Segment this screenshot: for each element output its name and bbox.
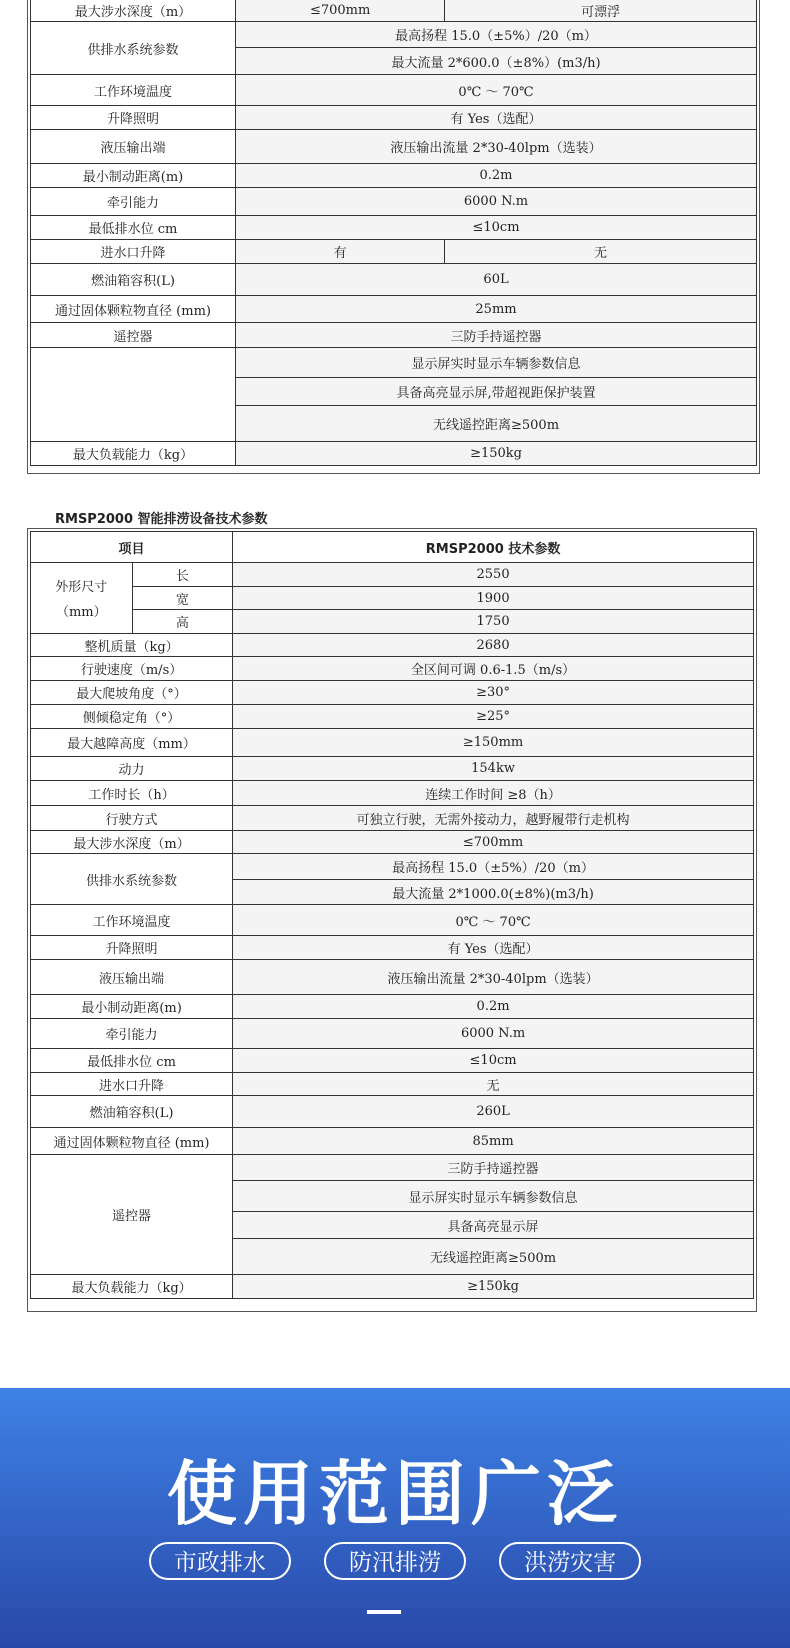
row-label: 升降照明 xyxy=(31,936,233,960)
row-value: ≥150kg xyxy=(233,1275,754,1299)
row-value: 0℃ ～ 70℃ xyxy=(233,905,754,936)
row-value: ≤700mm xyxy=(233,831,754,854)
row-label: 最大负载能力（kg） xyxy=(31,442,236,466)
row-label: 供排水系统参数 xyxy=(31,854,233,905)
row-value: 有 Yes（选配） xyxy=(233,936,754,960)
table-row xyxy=(31,323,757,348)
header-item: 项目 xyxy=(31,532,233,563)
row-value: 6000 N.m xyxy=(233,1019,754,1049)
row-value: 最高扬程 15.0（±5%）/20（m） xyxy=(233,854,754,880)
row-label: 遥控器 xyxy=(31,323,236,348)
row-label: 进水口升降 xyxy=(31,240,236,264)
usage-banner xyxy=(0,1388,790,1648)
table-row xyxy=(31,216,757,240)
row-label: 液压输出端 xyxy=(31,130,236,164)
divider-dash xyxy=(367,1610,401,1614)
table-row xyxy=(31,995,754,1019)
row-label: 遥控器 xyxy=(31,1155,233,1275)
row-value: 260L xyxy=(233,1096,754,1128)
row-value: 连续工作时间 ≥8（h） xyxy=(233,781,754,806)
table-row xyxy=(31,831,754,854)
table-row xyxy=(31,705,754,729)
row-label: 最低排水位 cm xyxy=(31,1049,233,1073)
row-value: 0℃ ～ 70℃ xyxy=(236,75,757,106)
dims-label xyxy=(31,563,133,634)
table-row xyxy=(31,960,754,995)
table-row xyxy=(31,240,757,264)
usage-tag: 市政排水 xyxy=(149,1542,291,1580)
row-value: 三防手持遥控器 xyxy=(233,1155,754,1181)
spec-table-1-frame xyxy=(27,0,760,474)
row-value: 无 xyxy=(445,240,757,264)
table-row xyxy=(31,130,757,164)
table-row xyxy=(31,22,757,48)
dims-unit: （mm） xyxy=(55,605,107,620)
row-label: 牵引能力 xyxy=(31,188,236,216)
table-row xyxy=(31,757,754,781)
table-row xyxy=(31,781,754,806)
usage-tag: 防汛排涝 xyxy=(324,1542,466,1580)
table-row xyxy=(31,348,757,378)
row-value: ≥25° xyxy=(233,705,754,729)
row-label: 工作环境温度 xyxy=(31,75,236,106)
table-row xyxy=(31,106,757,130)
row-value: 最大流量 2*600.0（±8%）(m3/h) xyxy=(236,48,757,75)
row-label: 工作环境温度 xyxy=(31,905,233,936)
table-row xyxy=(31,1096,754,1128)
row-label: 进水口升降 xyxy=(31,1073,233,1096)
table-row xyxy=(31,634,754,657)
row-label: 动力 xyxy=(31,757,233,781)
table-row xyxy=(31,264,757,296)
table-header-row xyxy=(31,532,754,563)
row-value: 液压输出流量 2*30-40lpm（选装） xyxy=(233,960,754,995)
row-label: 牵引能力 xyxy=(31,1019,233,1049)
table-row xyxy=(31,1155,754,1181)
table-row xyxy=(31,1073,754,1096)
row-value: 无线遥控距离≥500m xyxy=(233,1239,754,1275)
row-value: 2680 xyxy=(233,634,754,657)
row-value: 显示屏实时显示车辆参数信息 xyxy=(233,1181,754,1212)
row-label: 行驶速度（m/s） xyxy=(31,657,233,681)
row-value: 1900 xyxy=(233,587,754,610)
table-row xyxy=(31,1128,754,1155)
row-value: ≤10cm xyxy=(236,216,757,240)
spec-table-2 xyxy=(30,531,754,1299)
row-value: 最高扬程 15.0（±5%）/20（m） xyxy=(236,22,757,48)
table-row xyxy=(31,75,757,106)
row-label: 升降照明 xyxy=(31,106,236,130)
table-row xyxy=(31,1049,754,1073)
header-param: RMSP2000 技术参数 xyxy=(233,532,754,563)
table-row xyxy=(31,563,754,587)
row-value: 全区间可调 0.6-1.5（m/s） xyxy=(233,657,754,681)
spec-table-1 xyxy=(30,0,757,466)
row-label: 侧倾稳定角（°） xyxy=(31,705,233,729)
table-row xyxy=(31,1275,754,1299)
row-label: 长 xyxy=(132,563,233,587)
row-value: 最大流量 2*1000.0(±8%)(m3/h) xyxy=(233,880,754,905)
row-value: 具备高亮显示屏 xyxy=(233,1212,754,1239)
row-value: 无 xyxy=(233,1073,754,1096)
row-label: 液压输出端 xyxy=(31,960,233,995)
row-value: 具备高亮显示屏,带超视距保护装置 xyxy=(236,378,757,406)
table-2-title: RMSP2000 智能排涝设备技术参数 xyxy=(55,512,268,527)
table-row xyxy=(31,587,754,610)
table-row xyxy=(31,936,754,960)
usage-tag: 洪涝灾害 xyxy=(499,1542,641,1580)
row-value: 2550 xyxy=(233,563,754,587)
row-label: 通过固体颗粒物直径 (mm) xyxy=(31,296,236,323)
row-value: 6000 N.m xyxy=(236,188,757,216)
row-label: 最大涉水深度（m） xyxy=(31,0,236,22)
row-label: 最大越障高度（mm） xyxy=(31,729,233,757)
table-row xyxy=(31,188,757,216)
table-row xyxy=(31,610,754,634)
row-label: 最小制动距离(m) xyxy=(31,164,236,188)
row-label: 最小制动距离(m) xyxy=(31,995,233,1019)
row-value: 三防手持遥控器 xyxy=(236,323,757,348)
table-row xyxy=(31,729,754,757)
row-value: 0.2m xyxy=(236,164,757,188)
row-value: 可独立行驶，无需外接动力，越野履带行走机构 xyxy=(233,806,754,831)
row-label: 最低排水位 cm xyxy=(31,216,236,240)
row-label: 通过固体颗粒物直径 (mm) xyxy=(31,1128,233,1155)
row-value: 可漂浮 xyxy=(445,0,757,22)
table-row xyxy=(31,0,757,22)
row-value: ≤700mm xyxy=(236,0,445,22)
row-label: 宽 xyxy=(132,587,233,610)
table-row xyxy=(31,681,754,705)
row-value: ≤10cm xyxy=(233,1049,754,1073)
row-value: 1750 xyxy=(233,610,754,634)
row-value: ≥150kg xyxy=(236,442,757,466)
row-label: 工作时长（h） xyxy=(31,781,233,806)
row-value: 154kw xyxy=(233,757,754,781)
spec-table-2-frame xyxy=(27,528,757,1312)
row-value: ≥150mm xyxy=(233,729,754,757)
row-label xyxy=(31,348,236,442)
table-row xyxy=(31,905,754,936)
row-label: 最大涉水深度（m） xyxy=(31,831,233,854)
row-value: 显示屏实时显示车辆参数信息 xyxy=(236,348,757,378)
row-label: 行驶方式 xyxy=(31,806,233,831)
row-label: 最大负载能力（kg） xyxy=(31,1275,233,1299)
table-row xyxy=(31,854,754,880)
row-value: 0.2m xyxy=(233,995,754,1019)
row-label: 整机质量（kg） xyxy=(31,634,233,657)
row-value: 有 xyxy=(236,240,445,264)
row-value: 无线遥控距离≥500m xyxy=(236,406,757,442)
table-row xyxy=(31,657,754,681)
row-label: 高 xyxy=(132,610,233,634)
row-value: ≥30° xyxy=(233,681,754,705)
row-label: 燃油箱容积(L) xyxy=(31,264,236,296)
row-value: 60L xyxy=(236,264,757,296)
table-row xyxy=(31,164,757,188)
row-value: 25mm xyxy=(236,296,757,323)
table-row xyxy=(31,442,757,466)
row-label: 燃油箱容积(L) xyxy=(31,1096,233,1128)
banner-title: 使用范围广泛 xyxy=(167,1453,623,1535)
row-label: 最大爬坡角度（°） xyxy=(31,681,233,705)
row-value: 液压输出流量 2*30-40lpm（选装） xyxy=(236,130,757,164)
table-row xyxy=(31,296,757,323)
row-label: 供排水系统参数 xyxy=(31,22,236,75)
row-value: 85mm xyxy=(233,1128,754,1155)
table-row xyxy=(31,806,754,831)
dims-label-text: 外形尺寸 xyxy=(55,580,108,595)
row-value: 有 Yes（选配） xyxy=(236,106,757,130)
table-row xyxy=(31,1019,754,1049)
usage-tags xyxy=(0,1542,790,1580)
